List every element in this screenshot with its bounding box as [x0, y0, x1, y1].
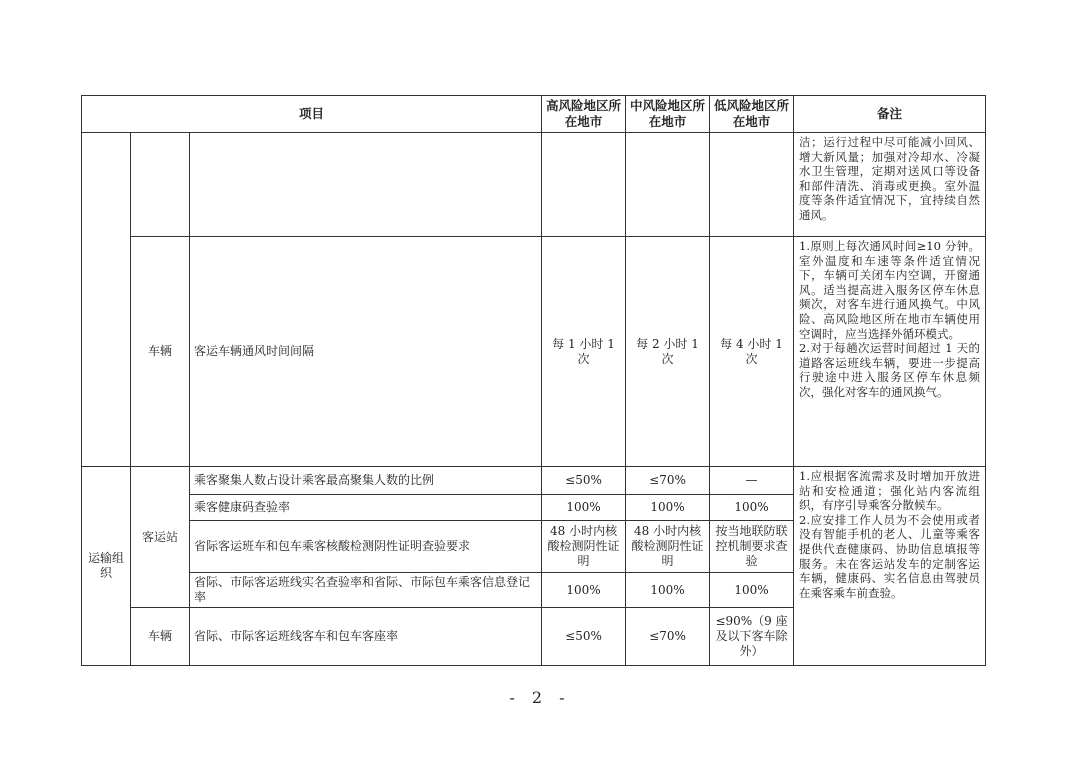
health-code-low: 100%	[710, 495, 794, 521]
health-code-mid: 100%	[626, 495, 710, 521]
group-transport-organization: 运输组织	[82, 467, 131, 666]
seat-rate-high: ≤50%	[542, 608, 626, 666]
item-seat-rate: 省际、市际客运班线客车和包车客座率	[190, 608, 542, 666]
nucleic-mid: 48 小时内核酸检测阴性证明	[626, 521, 710, 573]
gathering-high: ≤50%	[542, 467, 626, 495]
category-vehicle-2: 车辆	[131, 608, 190, 666]
remark-organization-2: 2.应安排工作人员为不会使用或者没有智能手机的老人、儿童等乘客提供代查健康码、协助信息填报等服务。未在客运站发车的定制客运车辆，健康码、实名信息由驾驶员在乘客乘车前查验。	[799, 512, 981, 600]
real-name-low: 100%	[710, 573, 794, 608]
health-code-high: 100%	[542, 495, 626, 521]
item-nucleic-test: 省际客运班车和包车乘客核酸检测阴性证明查验要求	[190, 521, 542, 573]
table-row	[82, 237, 986, 467]
category-vehicle: 车辆	[131, 237, 190, 467]
header-low-risk: 低风险地区所在地市	[710, 96, 794, 133]
value-cell-blank	[710, 133, 794, 237]
item-health-code: 乘客健康码查验率	[190, 495, 542, 521]
category-station: 客运站	[131, 467, 190, 608]
header-high-risk: 高风险地区所在地市	[542, 96, 626, 133]
value-cell-blank	[626, 133, 710, 237]
item-gathering-ratio: 乘客聚集人数占设计乘客最高聚集人数的比例	[190, 467, 542, 495]
policy-table	[81, 95, 986, 666]
real-name-mid: 100%	[626, 573, 710, 608]
header-mid-risk: 中风险地区所在地市	[626, 96, 710, 133]
gathering-low: —	[710, 467, 794, 495]
seat-rate-low: ≤90%（9 座及以下客车除外）	[710, 608, 794, 666]
category-cell-blank	[131, 133, 190, 237]
item-ventilation: 客运车辆通风时间间隔	[190, 237, 542, 467]
remark-organization	[794, 467, 986, 666]
group-cell-blank	[82, 133, 131, 467]
table-row	[82, 467, 986, 495]
remark-continued: 洁；运行过程中尽可能减小回风、增大新风量；加强对冷却水、冷凝水卫生管理，定期对送风口等设备和部件清洗、消毒或更换。室外温度等条件适宜情况下，宜持续自然通风。	[794, 133, 986, 237]
gathering-mid: ≤70%	[626, 467, 710, 495]
ventilation-mid: 每 2 小时 1 次	[626, 237, 710, 467]
ventilation-high: 每 1 小时 1 次	[542, 237, 626, 467]
nucleic-high: 48 小时内核酸检测阴性证明	[542, 521, 626, 573]
header-item: 项目	[82, 96, 542, 133]
seat-rate-mid: ≤70%	[626, 608, 710, 666]
remark-ventilation-2: 2.对于每趟次运营时间超过 1 天的道路客运班线车辆，要进一步提高行驶途中进入服务区停车休息频次，强化对客车的通风换气。	[799, 341, 981, 399]
remark-ventilation	[794, 237, 986, 467]
remark-ventilation-1: 1.原则上每次通风时间≥10 分钟。室外温度和车速等条件适宜情况下，车辆可关闭车内空调，开窗通风。适当提高进入服务区停车休息频次，对客车进行通风换气。中风险、高风险地区所在地市车辆使用空调时，应当选择外循环模式。	[799, 239, 981, 341]
item-cell-blank	[190, 133, 542, 237]
ventilation-low: 每 4 小时 1 次	[710, 237, 794, 467]
header-remark: 备注	[794, 96, 986, 133]
value-cell-blank	[542, 133, 626, 237]
real-name-high: 100%	[542, 573, 626, 608]
remark-organization-1: 1.应根据客流需求及时增加开放进站和安检通道；强化站内客流组织，有序引导乘客分散候车。	[799, 469, 981, 513]
nucleic-low: 按当地联防联控机制要求查验	[710, 521, 794, 573]
page-number: - 2 -	[509, 688, 571, 707]
header-row	[82, 96, 986, 133]
item-real-name: 省际、市际客运班线实名查验率和省际、市际包车乘客信息登记率	[190, 573, 542, 608]
table-row	[82, 133, 986, 237]
